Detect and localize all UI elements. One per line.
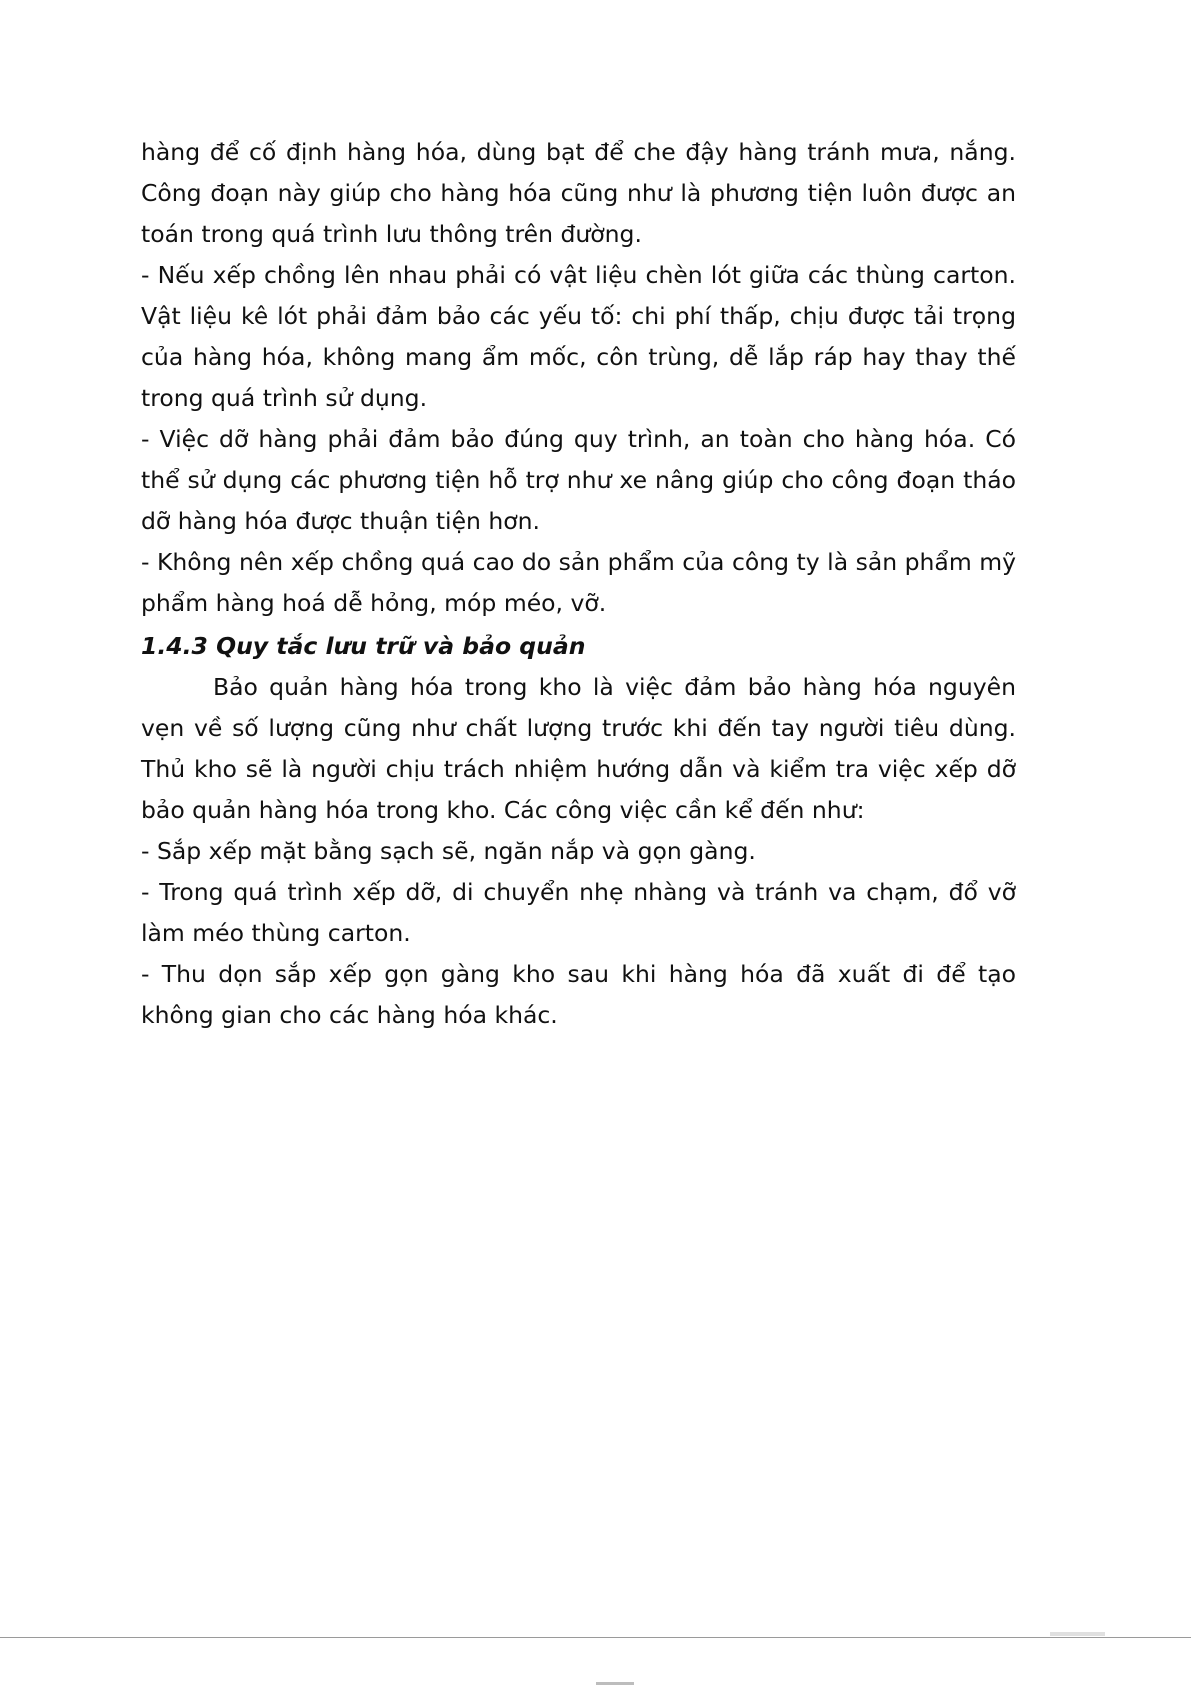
bullet-unloading: - Việc dỡ hàng phải đảm bảo đúng quy trình, an toàn cho hàng hóa. Có thể sử dụng các phương tiện hỗ trợ như xe nâng giúp cho công đoạn tháo dỡ hàng hóa được thuận tiện hơn.: [141, 425, 1016, 535]
footer-divider: [0, 1637, 1191, 1638]
bullet-clean-up: - Thu dọn sắp xếp gọn gàng kho sau khi hàng hóa đã xuất đi để tạo không gian cho các hàng hóa khác.: [141, 960, 1016, 1029]
footer-faint-mark: [1050, 1632, 1105, 1636]
paragraph-continuation: hàng để cố định hàng hóa, dùng bạt để che đậy hàng tránh mưa, nắng. Công đoạn này giúp cho hàng hóa cũng như là phương tiện luôn được an toán trong quá trình lưu thông trên đường.: [141, 138, 1016, 248]
intro-paragraph: Bảo quản hàng hóa trong kho là việc đảm bảo hàng hóa nguyên vẹn về số lượng cũng như chất lượng trước khi đến tay người tiêu dùng. Thủ kho sẽ là người chịu trách nhiệm hướng dẫn và kiểm tra việc xếp dỡ bảo quản hàng hóa trong kho. Các công việc cần kể đến như:: [141, 673, 1016, 824]
bullet-stacking-height: - Không nên xếp chồng quá cao do sản phẩm của công ty là sản phẩm mỹ phẩm hàng hoá dễ hỏng, móp méo, vỡ.: [141, 548, 1016, 617]
section-heading: 1.4.3 Quy tắc lưu trữ và bảo quản: [141, 632, 586, 660]
bullet-arrange-space: - Sắp xếp mặt bằng sạch sẽ, ngăn nắp và gọn gàng.: [141, 837, 756, 865]
bullet-stacking-materials: - Nếu xếp chồng lên nhau phải có vật liệu chèn lót giữa các thùng carton. Vật liệu kê lót phải đảm bảo các yếu tố: chi phí thấp, chịu được tải trọng của hàng hóa, không mang ẩm mốc, côn trùng, dễ lắp ráp hay thay thế trong quá trình sử dụng.: [141, 261, 1016, 412]
bullet-handle-gently: - Trong quá trình xếp dỡ, di chuyển nhẹ nhàng và tránh va chạm, đổ vỡ làm méo thùng carton.: [141, 878, 1016, 947]
document-body: [141, 132, 1016, 1036]
